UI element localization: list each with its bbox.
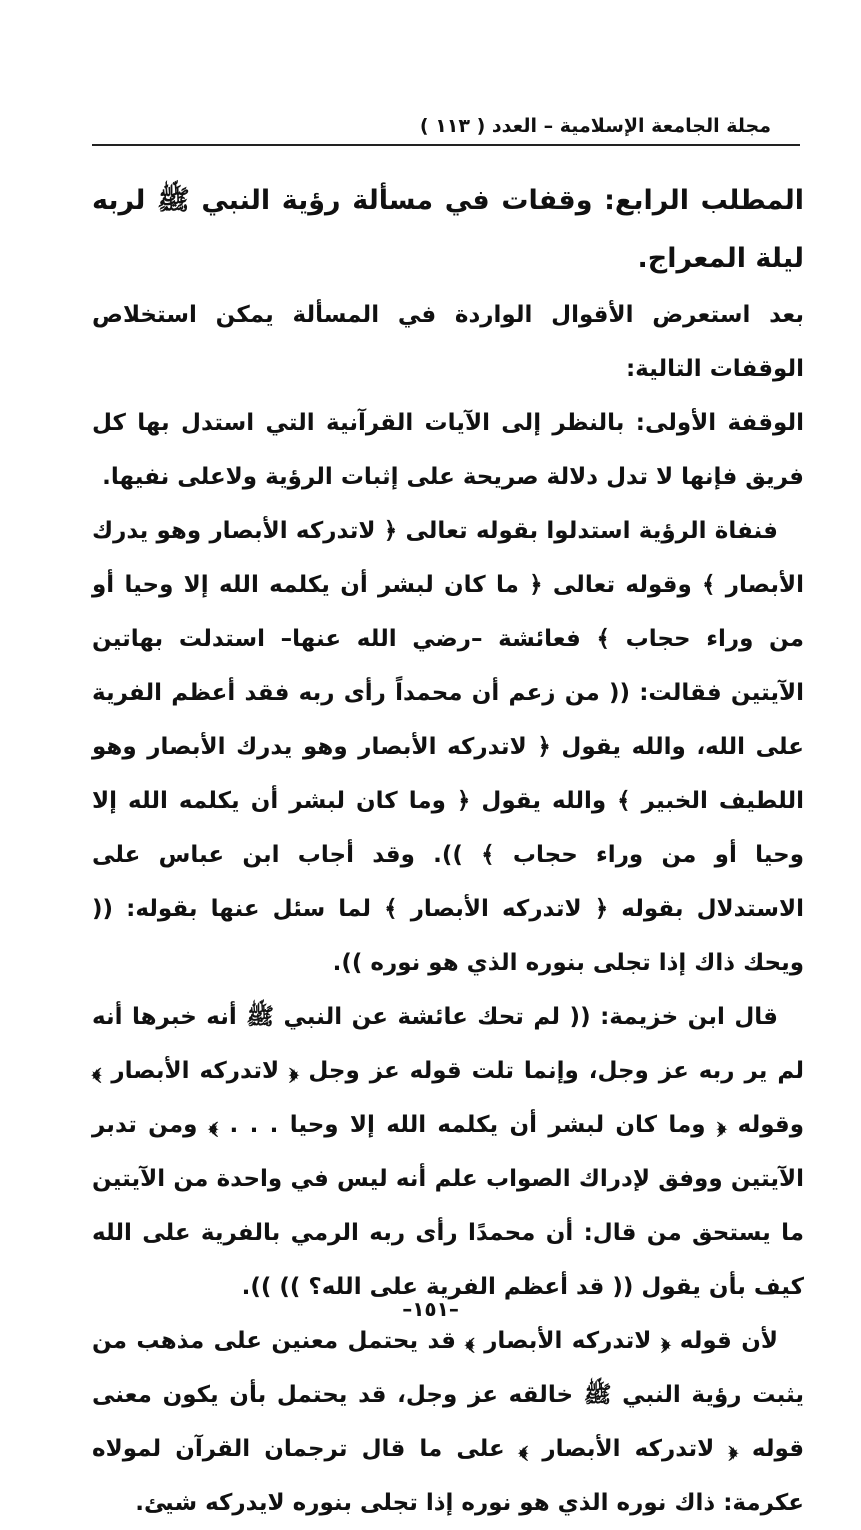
section-heading: المطلب الرابع: وقفات في مسألة رؤية النبي ﷺ لربه ليلة المعراج. bbox=[92, 185, 804, 274]
intro-paragraph: بعد استعرض الأقوال الواردة في المسألة يمكن استخلاص الوقفات التالية: bbox=[92, 302, 804, 382]
journal-header-title: مجلة الجامعة الإسلامية – العدد ( ١١٣ ) bbox=[419, 115, 771, 137]
paragraph-deniers-evidence: فنفاة الرؤية استدلوا بقوله تعالى ﴿ لاتدركه الأبصار وهو يدرك الأبصار ﴾ وقوله تعالى ﴿ ما كان لبشر أن يكلمه الله إلا وحيا أو من وراء حجاب ﴾ فعائشة –رضي الله عنها– استدلت بهاتين الآيتين فقالت: (( من زعم أن محمداً رأى ربه فقد أعظم الفرية على الله، والله يقول ﴿ لاتدركه الأبصار وهو يدرك الأبصار وهو اللطيف الخبير ﴾ والله يقول ﴿ وما كان لبشر أن يكلمه الله إلا وحيا أو من وراء حجاب ﴾ )). وقد أجاب ابن عباس على الاستدلال بقوله ﴿ لاتدركه الأبصار ﴾ لما سئل عنها بقوله: (( ويحك ذاك إذا تجلى بنوره الذي هو نوره )). bbox=[92, 518, 804, 976]
paragraph-first-stop: الوقفة الأولى: بالنظر إلى الآيات القرآنية التي استدل بها كل فريق فإنها لا تدل دلالة صريحة على إثبات الرؤية ولاعلى نفيها. bbox=[92, 410, 804, 490]
paragraph-ibn-khuzaymah: قال ابن خزيمة: (( لم تحك عائشة عن النبي ﷺ أنه خبرها أنه لم ير ربه عز وجل، وإنما تلت قوله عز وجل ﴿ لاتدركه الأبصار ﴾ وقوله ﴿ وما كان لبشر أن يكلمه الله إلا وحيا . . . ﴾ ومن تدبر الآيتين ووفق لإدراك الصواب علم أنه ليس في واحدة من الآيتين ما يستحق من قال: أن محمدًا رأى ربه الرمي بالفرية على الله كيف بأن يقول (( قد أعظم الفرية على الله؟ )) )). bbox=[92, 1004, 804, 1300]
header-divider bbox=[92, 144, 800, 146]
body-text bbox=[92, 172, 804, 1530]
page-number: –١٥١– bbox=[402, 1297, 459, 1321]
paragraph-two-meanings: لأن قوله ﴿ لاتدركه الأبصار ﴾ قد يحتمل معنين على مذهب من يثبت رؤية النبي ﷺ خالقه عز وجل، قد يحتمل بأن يكون معنى قوله ﴿ لاتدركه الأبصار ﴾ على ما قال ترجمان القرآن لمولاه عكرمة: ذاك نوره الذي هو نوره إذا تجلى بنوره لايدركه شيئ. bbox=[92, 1328, 804, 1516]
